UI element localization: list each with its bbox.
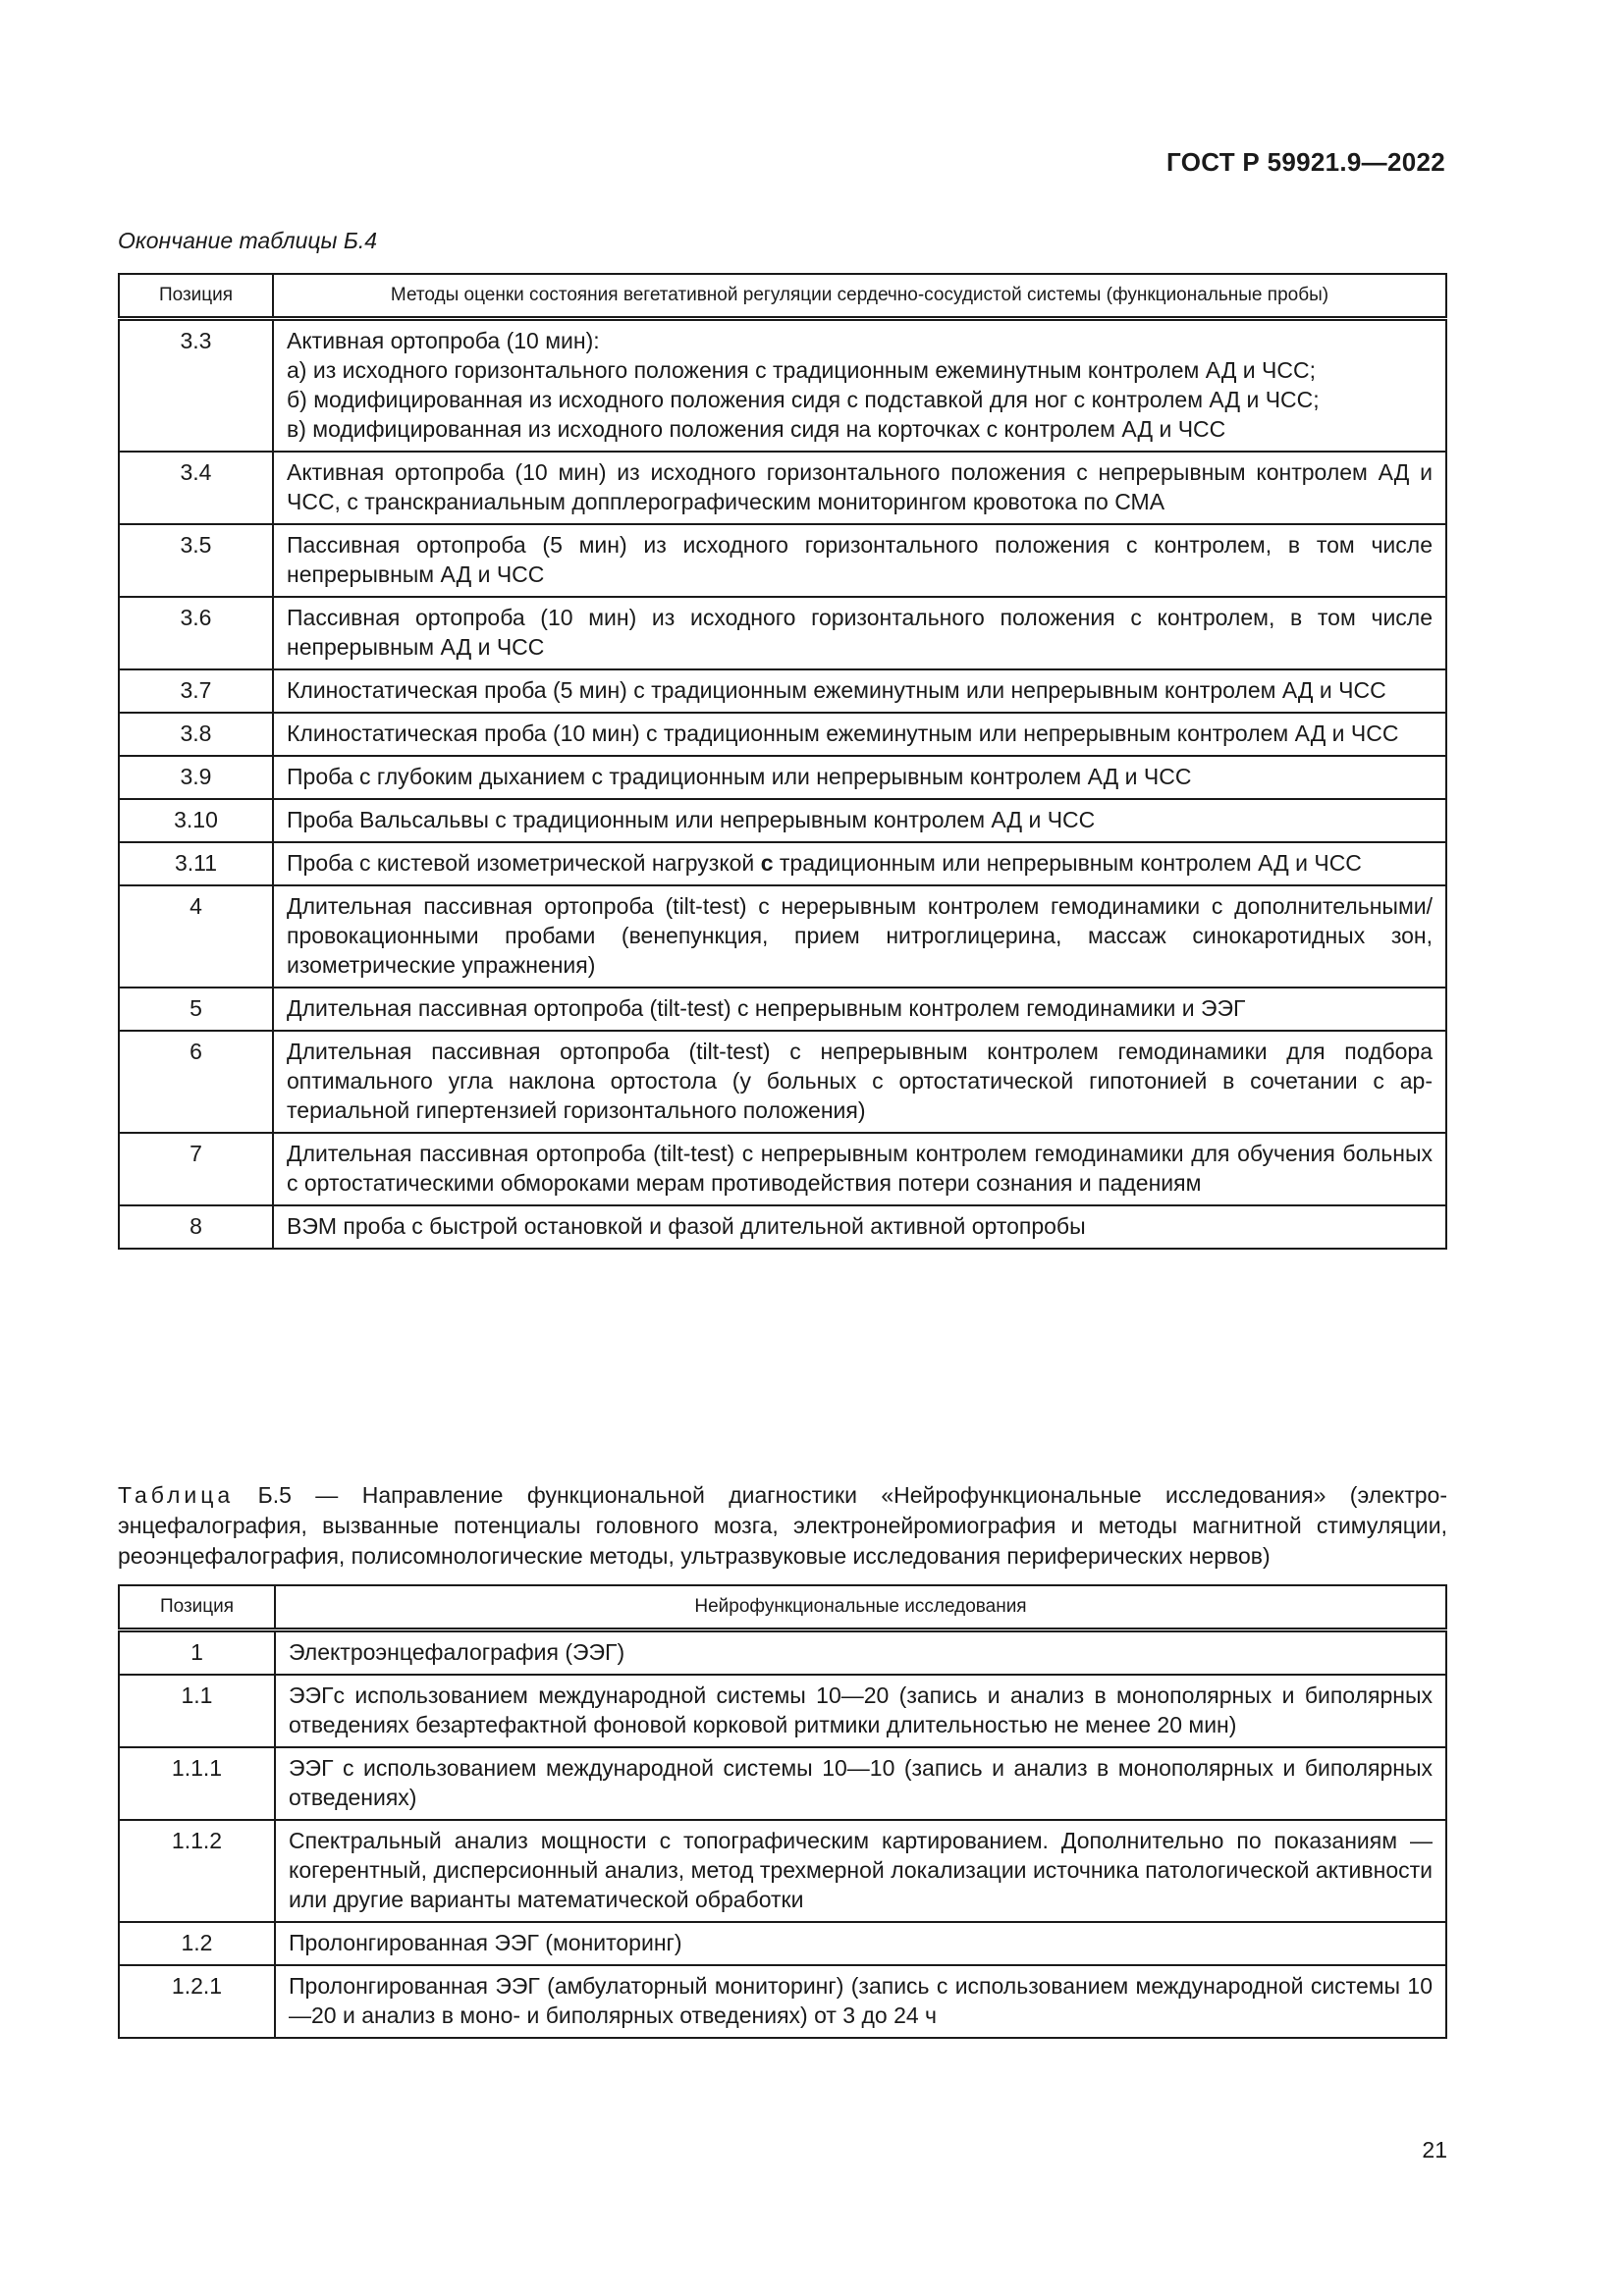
row-description: Длительная пассивная ортопроба (tilt-test) с непрерывным контролем гемодинамики и ЭЭГ — [273, 988, 1446, 1031]
row-position: 1.1 — [119, 1675, 275, 1747]
row-description: Длительная пассивная ортопроба (tilt-test) с непрерывным контролем гемодинамики для обучения больных с ортостатическими обмороками мерам противодействия потери сознания и падениям — [273, 1133, 1446, 1205]
row-position: 1.1.2 — [119, 1820, 275, 1922]
table-row — [119, 597, 1446, 669]
table-row — [119, 1205, 1446, 1249]
table-row — [119, 885, 1446, 988]
row-position: 1 — [119, 1630, 275, 1676]
table-b5 — [118, 1584, 1447, 2039]
table-b5-caption-label: Таблица — [118, 1482, 235, 1508]
row-description: ВЭМ проба с быстрой остановкой и фазой длительной активной ортопробы — [273, 1205, 1446, 1249]
row-text-bold: с — [760, 850, 774, 876]
table-row — [119, 1675, 1446, 1747]
row-text-part: Проба с кистевой изометрической нагрузкой — [287, 850, 761, 876]
row-position: 3.3 — [119, 319, 273, 453]
row-description: Активная ортопроба (10 мин) из исходного горизонтального положения с непрерывным контролем АД и ЧСС, с транскраниальным допплерографическим мониторингом кровотока по СМА — [273, 452, 1446, 524]
table-row — [119, 1922, 1446, 1965]
document-code: ГОСТ Р 59921.9—2022 — [1166, 147, 1445, 177]
row-description: ЭЭГ с использованием международной системы 10—10 (запись и анализ в монополярных и биполярных отведениях) — [275, 1747, 1446, 1820]
row-description: Пассивная ортопроба (5 мин) из исходного горизонтального положения с контролем, в том числе непрерывным АД и ЧСС — [273, 524, 1446, 597]
row-position: 3.7 — [119, 669, 273, 713]
table-b5-caption-text: Б.5 — Направление функциональной диагностики «Нейрофункциональные исследования» (электроэнцефалография, вызванные потенциалы головного мозга, электронейромиография и методы магнитной стимуляции, реоэнцефалография, полисомнологические методы, ультразвуковые исследования периферических нервов) — [118, 1482, 1447, 1569]
row-description: Спектральный анализ мощности с топографическим картированием. Дополнительно по показаниям — когерентный, дисперсионный анализ, метод трехмерной локализации источника патологической активности или другие варианты математической обработки — [275, 1820, 1446, 1922]
row-position: 8 — [119, 1205, 273, 1249]
row-line: в) модифицированная из исходного положения сидя на корточках с контролем АД и ЧСС — [287, 416, 1226, 442]
table-b4-header-position: Позиция — [119, 274, 273, 319]
table-row — [119, 1965, 1446, 2038]
row-position: 1.1.1 — [119, 1747, 275, 1820]
row-description: Пролонгированная ЭЭГ (мониторинг) — [275, 1922, 1446, 1965]
row-description: Длительная пассивная ортопроба (tilt-test) с непрерывным контролем гемодинамики для подбора оптимального угла наклона ортостола (у больных с ортостатической гипотонией в сочетании с артериальной гипертензией горизонтального положения) — [273, 1031, 1446, 1133]
row-description: Проба с глубоким дыханием с традиционным или непрерывным контролем АД и ЧСС — [273, 756, 1446, 799]
table-row — [119, 842, 1446, 885]
table-row — [119, 713, 1446, 756]
table-b4-header-methods: Методы оценки состояния вегетативной регуляции сердечно-сосудистой системы (функциональные пробы) — [273, 274, 1446, 319]
row-position: 3.11 — [119, 842, 273, 885]
row-description: Электроэнцефалография (ЭЭГ) — [275, 1630, 1446, 1676]
row-description: Длительная пассивная ортопроба (tilt-test) с нерерывным контролем гемодинамики с дополнительными/провокационными пробами (венепункция, прием нитроглицерина, массаж синокаротидных зон, изометрические упражнения) — [273, 885, 1446, 988]
row-position: 1.2 — [119, 1922, 275, 1965]
row-position: 1.2.1 — [119, 1965, 275, 2038]
row-description: Пролонгированная ЭЭГ (амбулаторный мониторинг) (запись с использованием международной системы 10—20 и анализ в моно- и биполярных отведениях) от 3 до 24 ч — [275, 1965, 1446, 2038]
table-row — [119, 1031, 1446, 1133]
row-position: 3.6 — [119, 597, 273, 669]
row-text-part: традиционным или непрерывным контролем АД и ЧСС — [773, 850, 1362, 876]
table-b5-header-studies: Нейрофункциональные исследования — [275, 1585, 1446, 1630]
row-description: Пассивная ортопроба (10 мин) из исходного горизонтального положения с контролем, в том числе непрерывным АД и ЧСС — [273, 597, 1446, 669]
table-row — [119, 1820, 1446, 1922]
table-b4 — [118, 273, 1447, 1250]
table-row — [119, 1630, 1446, 1676]
row-description: ЭЭГс использованием международной системы 10—20 (запись и анализ в монополярных и биполярных отведениях безартефактной фоновой корковой ритмики длительностью не менее 20 мин) — [275, 1675, 1446, 1747]
table-row — [119, 452, 1446, 524]
table-row — [119, 1747, 1446, 1820]
table-b5-header-row — [119, 1585, 1446, 1630]
row-position: 3.4 — [119, 452, 273, 524]
row-line: б) модифицированная из исходного положения сидя с подставкой для ног с контролем АД и ЧСС; — [287, 387, 1320, 412]
row-description — [273, 842, 1446, 885]
row-position: 3.5 — [119, 524, 273, 597]
row-position: 3.8 — [119, 713, 273, 756]
table-row — [119, 524, 1446, 597]
table-row — [119, 756, 1446, 799]
row-position: 4 — [119, 885, 273, 988]
page-number: 21 — [1422, 2137, 1447, 2163]
table-b4-continuation-label: Окончание таблицы Б.4 — [118, 228, 378, 253]
row-position: 3.10 — [119, 799, 273, 842]
row-description — [273, 319, 1446, 453]
row-line: а) из исходного горизонтального положения с традиционным ежеминутным контролем АД и ЧСС; — [287, 357, 1316, 383]
table-row — [119, 799, 1446, 842]
row-line: Активная ортопроба (10 мин): — [287, 328, 600, 353]
table-b4-header-row — [119, 274, 1446, 319]
table-row — [119, 319, 1446, 453]
table-row — [119, 669, 1446, 713]
row-description: Клиностатическая проба (5 мин) с традиционным ежеминутным или непрерывным контролем АД и ЧСС — [273, 669, 1446, 713]
row-position: 6 — [119, 1031, 273, 1133]
table-row — [119, 988, 1446, 1031]
table-row — [119, 1133, 1446, 1205]
table-b5-header-position: Позиция — [119, 1585, 275, 1630]
row-position: 3.9 — [119, 756, 273, 799]
row-position: 5 — [119, 988, 273, 1031]
row-description: Клиностатическая проба (10 мин) с традиционным ежеминутным или непрерывным контролем АД и ЧСС — [273, 713, 1446, 756]
table-b5-caption — [118, 1480, 1447, 1572]
row-description: Проба Вальсальвы с традиционным или непрерывным контролем АД и ЧСС — [273, 799, 1446, 842]
row-position: 7 — [119, 1133, 273, 1205]
